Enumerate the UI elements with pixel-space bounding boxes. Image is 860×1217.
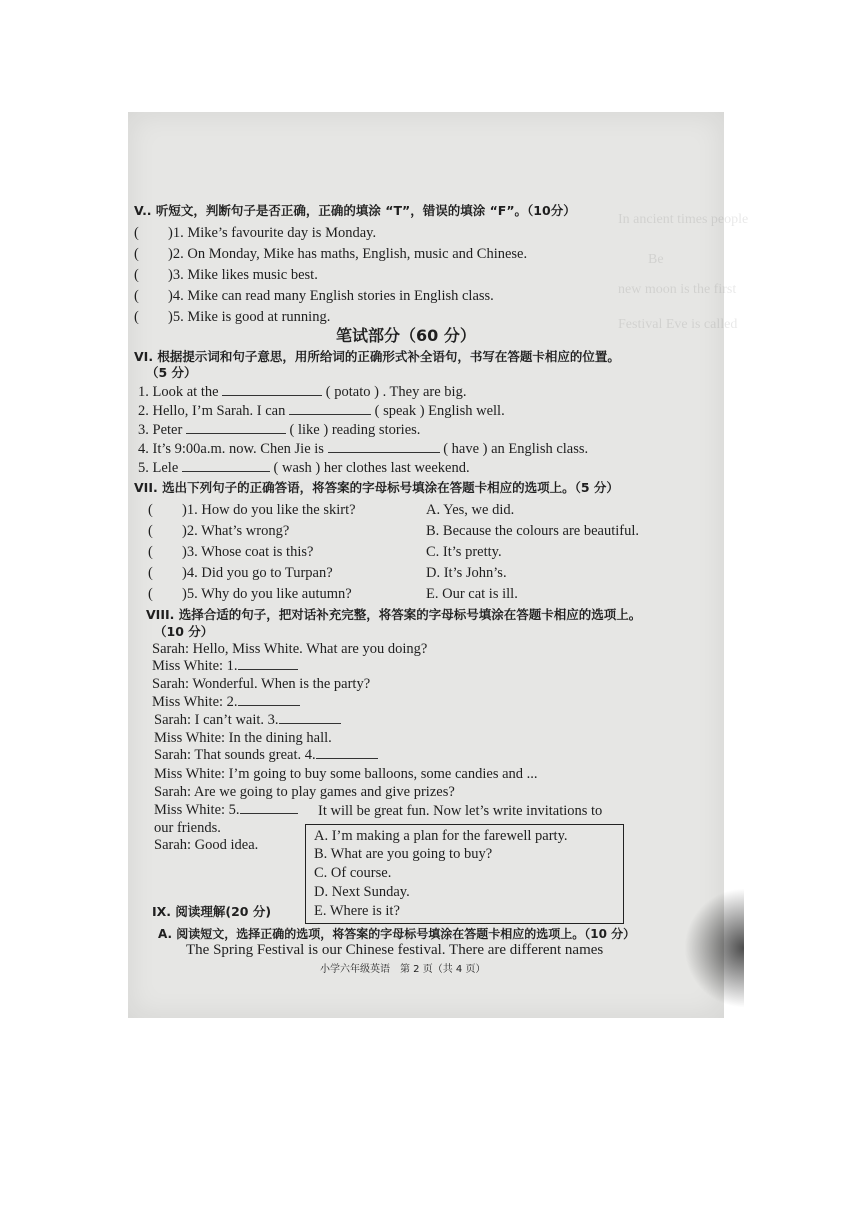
option-a: A. I’m making a plan for the farewell party.: [314, 828, 568, 844]
option-d: D. Next Sunday.: [314, 884, 410, 900]
s7-question-4: ( )4. Did you go to Turpan?: [148, 565, 333, 581]
exam-page: In ancient times people Be new moon is the first Festival Eve is called V.. 听短文，判断句子是否正确，正确的填涂 “T”，错误的填涂 “F”。（10分） ( )1. Mike’s favourite day is Monday. ( )2. On Monday, Mike has maths, English, music and Chinese. ( )3. Mike likes music best. ( )4. Mike can read many English stories in English class. ( )5. Mike is good at running. 笔试部分（60 分） VI. 根据提示词和句子意思，用所给词的正确形式补全语句，书写在答题卡相应的位置。 （5 分） 1. Look at the ( potato ) . They are big. 2. Hello, I’m Sarah. I can ( speak ) English well. 3. Peter ( like ) reading stories. 4. It’s 9:00a.m. now. Chen Jie is ( have ) an English class. 5. Lele ( wash ) her clothes last weekend. VII. 选出下列句子的正确答语，将答案的字母标号填涂在答题卡相应的选项上。（5 分） ( )1. How do you like the skirt? ( )2. What’s wrong? ( )3. Whose coat is this? ( )4. Did you go to Turpan? ( )5. Why do you like autumn? A. Yes, we did. B. Because the colours are beautiful. C. It’s pretty. D. It’s John’s. E. Our cat is ill. VIII. 选择合适的句子，把对话补充完整，将答案的字母标号填涂在答题卡相应的选项上。 （10 分） Sarah: Hello, Miss White. What are you doing? Miss White: 1. Sarah: Wonderful. When is the party? Miss White: 2. Sarah: I can’t wait. 3. Miss White: In the dining hall. Sarah: That sounds great. 4. Miss White: I’m going to buy some balloons, some candies and ... Sarah: Are we going to play games and give prizes? Miss White: 5. It will be great fun. Now let’s write invitations to our friends. Sarah: Good idea. A. I’m making a plan for the farewell party. B. What are you going to buy? C. Of course. D. Next Sunday. E. Where is it? IX. 阅读理解(20 分) A. 阅读短文，选择正确的选项，将答案的字母标号填涂在答题卡相应的选项上。（10 分） The Spring Festival is our Chinese festival. There are different names 小学六年级英语 第 2 页（共 4 页）: [128, 112, 724, 1018]
s7-question-5: ( )5. Why do you like autumn?: [148, 586, 352, 602]
dialogue-line-5: Sarah: I can’t wait. 3.: [154, 711, 341, 729]
dialogue-line-3: Sarah: Wonderful. When is the party?: [152, 676, 371, 692]
s6-item-1: 1. Look at the ( potato ) . They are big.: [138, 384, 467, 400]
s7-question-2: ( )2. What’s wrong?: [148, 523, 290, 539]
s7-answer-c: C. It’s pretty.: [426, 544, 502, 560]
s6-item-2: 2. Hello, I’m Sarah. I can ( speak ) English well.: [138, 403, 505, 419]
dialogue-options-box: [305, 824, 624, 924]
scan-shadow: [684, 888, 744, 1008]
dialogue-line-6: Miss White: In the dining hall.: [154, 730, 332, 746]
dialogue-line-2: Miss White: 1.: [152, 657, 298, 675]
option-b: B. What are you going to buy?: [314, 846, 493, 862]
dialogue-line-12: Sarah: Good idea.: [154, 837, 259, 853]
dialogue-line-9: Sarah: Are we going to play games and give prizes?: [154, 784, 455, 800]
s7-question-1: ( )1. How do you like the skirt?: [148, 502, 356, 518]
dialogue-line-10-cont: It will be great fun. Now let’s write invitations to: [318, 803, 603, 819]
option-e: E. Where is it?: [314, 903, 400, 919]
s7-answer-d: D. It’s John’s.: [426, 565, 507, 581]
dialogue-line-11: our friends.: [154, 820, 221, 836]
section-v-heading: V.. 听短文，判断句子是否正确，正确的填涂 “T”，错误的填涂 “F”。（10分）: [134, 203, 576, 218]
dialogue-line-4: Miss White: 2.: [152, 693, 300, 711]
section-vii-heading: VII. 选出下列句子的正确答语，将答案的字母标号填涂在答题卡相应的选项上。（5 分）: [134, 480, 619, 495]
s5-item-1: ( )1. Mike’s favourite day is Monday.: [134, 225, 377, 241]
reading-passage: The Spring Festival is our Chinese festival. There are different names: [186, 942, 604, 958]
s6-item-4: 4. It’s 9:00a.m. now. Chen Jie is ( have ) an English class.: [138, 441, 589, 457]
written-part-title: 笔试部分（60 分）: [336, 326, 476, 345]
s5-item-4: ( )4. Mike can read many English stories in English class.: [134, 288, 494, 304]
dialogue-line-10: Miss White: 5.: [154, 801, 298, 819]
section-viii-heading-points: （10 分）: [154, 624, 214, 639]
dialogue-line-1: Sarah: Hello, Miss White. What are you doing?: [152, 641, 428, 657]
s5-item-2: ( )2. On Monday, Mike has maths, English, music and Chinese.: [134, 246, 528, 262]
s7-answer-e: E. Our cat is ill.: [426, 586, 518, 602]
section-vi-heading: VI. 根据提示词和句子意思，用所给词的正确形式补全语句，书写在答题卡相应的位置。: [134, 349, 620, 364]
s7-answer-a: A. Yes, we did.: [426, 502, 515, 518]
s5-item-3: ( )3. Mike likes music best.: [134, 267, 318, 283]
page-footer: 小学六年级英语 第 2 页（共 4 页）: [320, 964, 486, 975]
s6-item-3: 3. Peter ( like ) reading stories.: [138, 422, 421, 438]
s6-item-5: 5. Lele ( wash ) her clothes last weekend.: [138, 460, 470, 476]
option-c: C. Of course.: [314, 865, 392, 881]
section-ix-sub-heading: A. 阅读短文，选择正确的选项，将答案的字母标号填涂在答题卡相应的选项上。（10 分）: [158, 927, 636, 941]
section-ix-heading: IX. 阅读理解(20 分): [152, 904, 272, 919]
section-vi-heading-points: （5 分）: [146, 365, 197, 380]
dialogue-line-7: Sarah: That sounds great. 4.: [154, 746, 378, 764]
s7-answer-b: B. Because the colours are beautiful.: [426, 523, 639, 539]
dialogue-line-8: Miss White: I’m going to buy some balloons, some candies and ...: [154, 766, 538, 782]
section-viii-heading: VIII. 选择合适的句子，把对话补充完整，将答案的字母标号填涂在答题卡相应的选项上。: [146, 607, 642, 622]
s7-question-3: ( )3. Whose coat is this?: [148, 544, 314, 560]
s5-item-5: ( )5. Mike is good at running.: [134, 309, 331, 325]
